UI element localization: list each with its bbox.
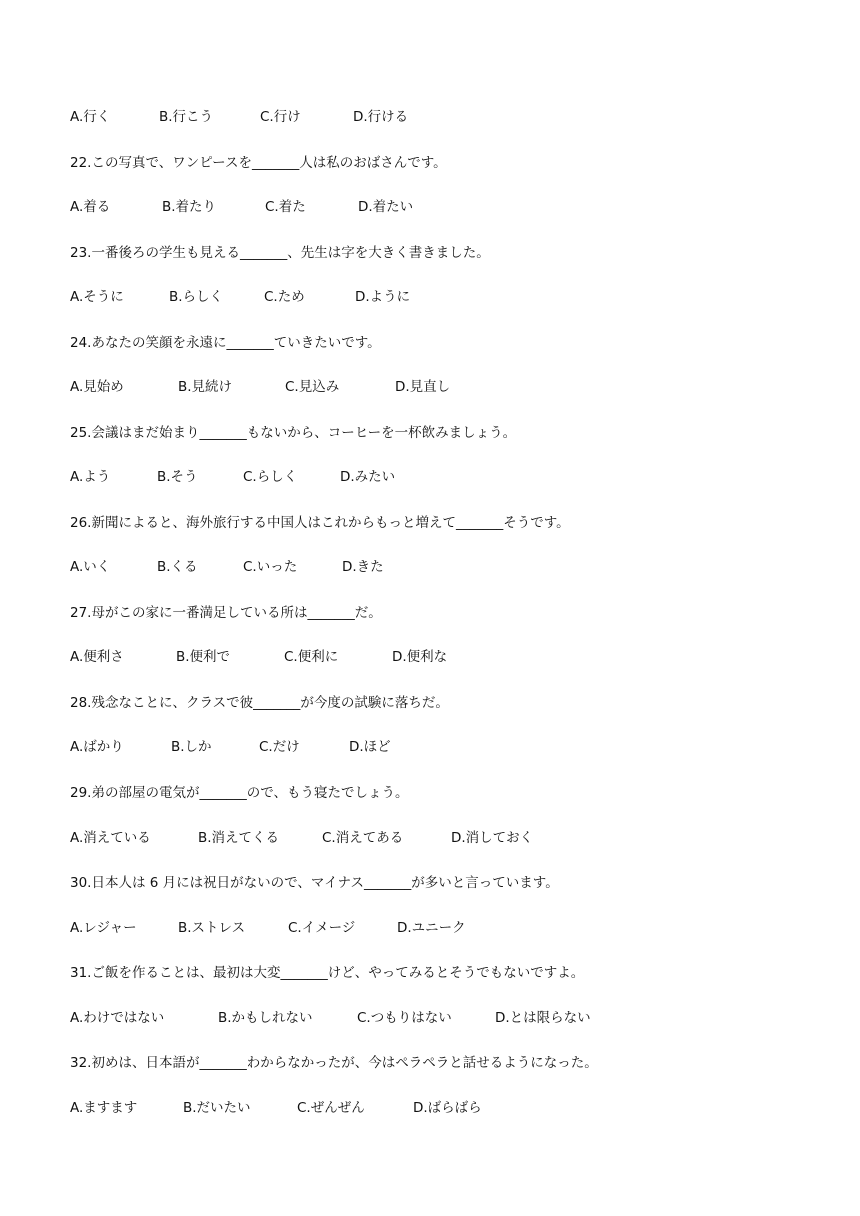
question-31: 31.ご飯を作ることは、最初は大変_______けど、やってみるとそうでもないですよ。 bbox=[70, 965, 585, 981]
option-b: B.しか bbox=[171, 739, 212, 755]
option-d: D.とは限らない bbox=[495, 1010, 591, 1026]
option-a: A.そうに bbox=[70, 289, 124, 305]
option-a: A.ばかり bbox=[70, 739, 124, 755]
option-c: C.消えてある bbox=[322, 830, 404, 846]
question-26: 26.新聞によると、海外旅行する中国人はこれからもっと増えて_______そうです。 bbox=[70, 515, 570, 531]
question-24: 24.あなたの笑顔を永遠に_______ていきたいです。 bbox=[70, 335, 381, 351]
option-a: A.レジャー bbox=[70, 920, 137, 936]
question-30: 30.日本人は 6 月には祝日がないので、マイナス_______が多いと言っています。 bbox=[70, 875, 559, 891]
option-b: B.行こう bbox=[159, 109, 214, 125]
option-b: B.くる bbox=[157, 559, 198, 575]
option-d: D.みたい bbox=[340, 469, 396, 485]
option-b: B.ストレス bbox=[178, 920, 246, 936]
option-c: C.便利に bbox=[284, 649, 339, 665]
option-c: C.イメージ bbox=[288, 920, 356, 936]
option-d: D.ほど bbox=[349, 739, 391, 755]
option-c: C.つもりはない bbox=[357, 1010, 452, 1026]
option-c: C.いった bbox=[243, 559, 298, 575]
option-c: C.ぜんぜん bbox=[297, 1100, 365, 1116]
question-28: 28.残念なことに、クラスで彼_______が今度の試験に落ちだ。 bbox=[70, 695, 449, 711]
option-b: B.そう bbox=[157, 469, 198, 485]
option-b: B.見続け bbox=[178, 379, 233, 395]
question-27: 27.母がこの家に一番満足している所は_______だ。 bbox=[70, 605, 382, 621]
option-d: D.行ける bbox=[353, 109, 409, 125]
option-d: D.ように bbox=[355, 289, 411, 305]
option-c: C.らしく bbox=[243, 469, 298, 485]
option-a: A.いく bbox=[70, 559, 111, 575]
question-32: 32.初めは、日本語が_______わからなかったが、今はペラペラと話せるようになった。 bbox=[70, 1055, 598, 1071]
option-a: A.ますます bbox=[70, 1100, 138, 1116]
option-a: A.着る bbox=[70, 199, 111, 215]
option-c: C.だけ bbox=[259, 739, 300, 755]
option-b: B.らしく bbox=[169, 289, 224, 305]
question-29: 29.弟の部屋の電気が_______ので、もう寝たでしょう。 bbox=[70, 785, 409, 801]
option-d: D.ばらばら bbox=[413, 1100, 482, 1116]
option-d: D.きた bbox=[342, 559, 384, 575]
option-a: A.見始め bbox=[70, 379, 124, 395]
option-b: B.便利で bbox=[176, 649, 231, 665]
option-b: B.消えてくる bbox=[198, 830, 280, 846]
option-b: B.だいたい bbox=[183, 1100, 251, 1116]
option-d: D.見直し bbox=[395, 379, 451, 395]
option-a: A.消えている bbox=[70, 830, 151, 846]
option-b: B.着たり bbox=[162, 199, 217, 215]
option-a: A.よう bbox=[70, 469, 111, 485]
option-d: D.ユニーク bbox=[397, 920, 466, 936]
option-c: C.着た bbox=[265, 199, 306, 215]
option-c: C.行け bbox=[260, 109, 301, 125]
question-25: 25.会議はまだ始まり_______もないから、コーヒーを一杯飲みましょう。 bbox=[70, 425, 517, 441]
option-a: A.わけではない bbox=[70, 1010, 165, 1026]
option-b: B.かもしれない bbox=[218, 1010, 313, 1026]
option-d: D.便利な bbox=[392, 649, 448, 665]
option-a: A.行く bbox=[70, 109, 111, 125]
option-c: C.見込み bbox=[285, 379, 340, 395]
question-23: 23.一番後ろの学生も見える_______、先生は字を大きく書きました。 bbox=[70, 245, 490, 261]
question-22: 22.この写真で、ワンピースを_______人は私のおばさんです。 bbox=[70, 155, 447, 171]
option-d: D.消しておく bbox=[451, 830, 534, 846]
option-a: A.便利さ bbox=[70, 649, 124, 665]
option-c: C.ため bbox=[264, 289, 305, 305]
option-d: D.着たい bbox=[358, 199, 414, 215]
